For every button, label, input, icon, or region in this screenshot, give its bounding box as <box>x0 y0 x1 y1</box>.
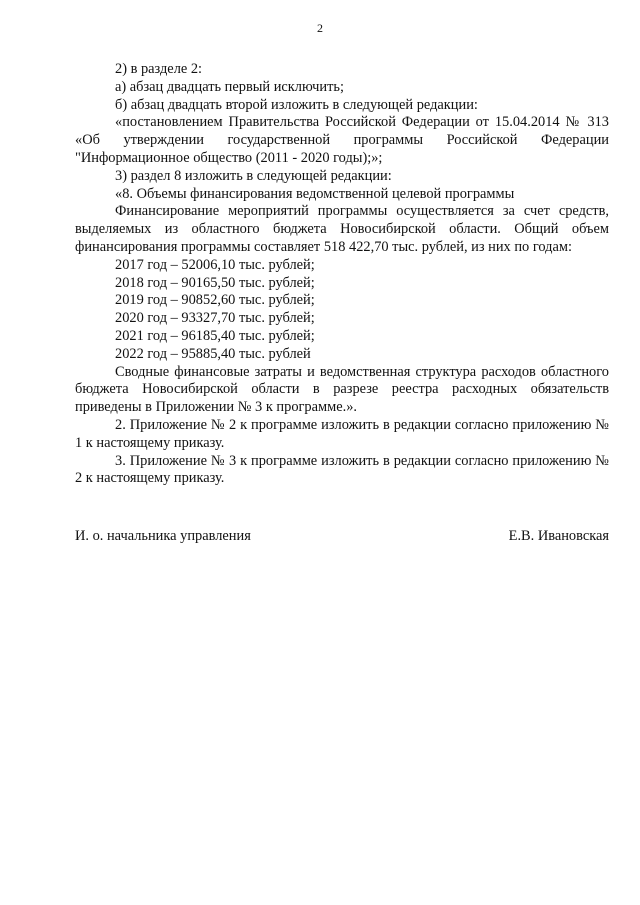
paragraph-section-2-heading: 2) в разделе 2: <box>115 61 203 77</box>
paragraph-decree-quote: «постановлением Правительства Российской Федерации от 15.04.2014 № 313 «Об утверждении государственной программы Российской Федерации "Информационное общество (2011 - 2020 годы);»; <box>75 114 609 166</box>
financing-year-2019: 2019 год – 90852,60 тыс. рублей; <box>115 292 315 309</box>
financing-year-2017: 2017 год – 52006,10 тыс. рублей; <box>115 256 315 273</box>
paragraph-section-8-title: «8. Объемы финансирования ведомственной целевой программы <box>115 185 515 202</box>
paragraph-section-8-heading: 3) раздел 8 изложить в следующей редакции: <box>115 167 392 184</box>
paragraph-item-a: а) абзац двадцать первый исключить; <box>115 78 344 95</box>
financing-year-2022: 2022 год – 95885,40 тыс. рублей <box>115 345 311 362</box>
paragraph-item-b: б) абзац двадцать второй изложить в следующей редакции: <box>115 96 478 113</box>
financing-year-2021: 2021 год – 96185,40 тыс. рублей; <box>115 327 315 344</box>
paragraph-financing-description: Финансирование мероприятий программы осуществляется за счет средств, выделяемых из областного бюджета Новосибирской области. Общий объем финансирования программы составляет 518 422,70 тыс. рублей, из них по годам: <box>75 203 609 255</box>
signatory-position: И. о. начальника управления <box>75 528 251 544</box>
financing-year-2020: 2020 год – 93327,70 тыс. рублей; <box>115 310 315 327</box>
signature-block <box>75 527 609 545</box>
paragraph-summary-costs: Сводные финансовые затраты и ведомственная структура расходов областного бюджета Новосибирской области в разрезе реестра расходных обязательств приведены в Приложении № 3 к программе.». <box>75 363 609 416</box>
paragraph-appendix-3: 3. Приложение № 3 к программе изложить в редакции согласно приложению № 2 к настоящему приказу. <box>75 452 609 487</box>
paragraph-appendix-2: 2. Приложение № 2 к программе изложить в редакции согласно приложению № 1 к настоящему приказу. <box>75 416 609 451</box>
financing-year-2018: 2018 год – 90165,50 тыс. рублей; <box>115 274 315 291</box>
signatory-name: Е.В. Ивановская <box>508 528 609 544</box>
page-number: 2 <box>317 21 323 35</box>
document-body <box>75 61 609 488</box>
